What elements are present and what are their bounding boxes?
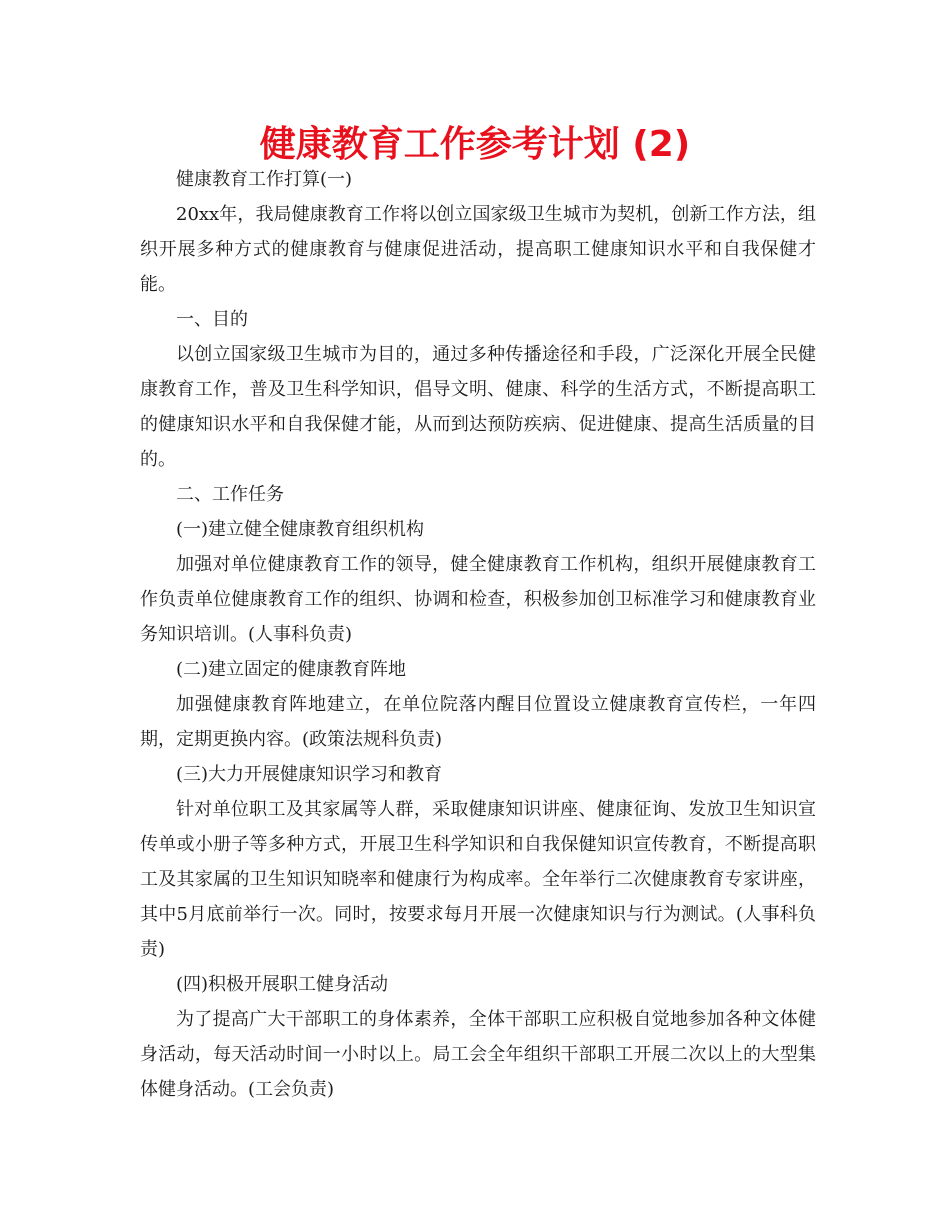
subtitle: 健康教育工作打算(一) <box>176 169 353 190</box>
intro-paragraph: 20xx年，我局健康教育工作将以创立国家级卫生城市为契机，创新工作方法，组织开展多种方式的健康教育与健康促进活动，提高职工健康知识水平和自我保健才能。 <box>140 204 816 295</box>
task-paragraph-organization: 加强对单位健康教育工作的领导，健全健康教育工作机构，组织开展健康教育工作负责单位健康教育工作的组织、协调和检查，积极参加创卫标准学习和健康教育业务知识培训。(人事科负责) <box>140 554 816 645</box>
task-heading-fitness: (四)积极开展职工健身活动 <box>176 974 389 995</box>
task-heading-organization: (一)建立健全健康教育组织机构 <box>176 519 425 540</box>
section-heading-purpose: 一、目的 <box>176 309 248 330</box>
task-paragraph-education: 针对单位职工及其家属等人群，采取健康知识讲座、健康征询、发放卫生知识宣传单或小册子等多种方式，开展卫生科学知识和自我保健知识宣传教育，不断提高职工及其家属的卫生知识知晓率和健康行为构成率。全年举行二次健康教育专家讲座，其中5月底前举行一次。同时，按要求每月开展一次健康知识与行为测试。(人事科负责) <box>140 799 816 960</box>
page-title: 健康教育工作参考计划 (2) <box>259 124 691 165</box>
task-paragraph-position: 加强健康教育阵地建立，在单位院落内醒目位置设立健康教育宣传栏，一年四期，定期更换内容。(政策法规科负责) <box>140 694 816 750</box>
section-heading-tasks: 二、工作任务 <box>176 484 284 505</box>
task-paragraph-fitness: 为了提高广大干部职工的身体素养，全体干部职工应积极自觉地参加各种文体健身活动，每天活动时间一小时以上。局工会全年组织干部职工开展二次以上的大型集体健身活动。(工会负责) <box>140 1009 816 1100</box>
task-heading-position: (二)建立固定的健康教育阵地 <box>176 659 407 680</box>
purpose-paragraph: 以创立国家级卫生城市为目的，通过多种传播途径和手段，广泛深化开展全民健康教育工作，普及卫生科学知识，倡导文明、健康、科学的生活方式，不断提高职工的健康知识水平和自我保健才能，从而到达预防疾病、促进健康、提高生活质量的目的。 <box>140 344 816 470</box>
document-body <box>140 162 816 1107</box>
task-heading-education: (三)大力开展健康知识学习和教育 <box>176 764 443 785</box>
